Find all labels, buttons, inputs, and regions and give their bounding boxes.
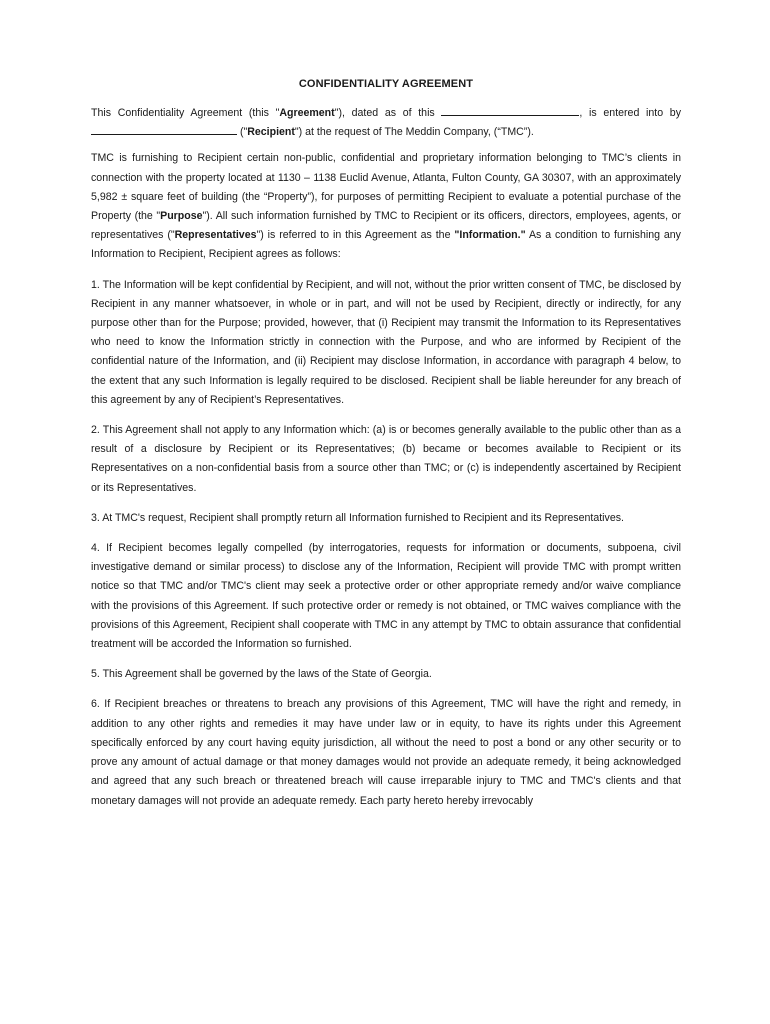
agreement-defined-term: Agreement: [279, 107, 335, 119]
intro-text-4: (": [237, 126, 248, 139]
intro-text-1: This Confidentiality Agreement (this ": [91, 107, 280, 119]
document-page: [91, 78, 681, 822]
date-blank-line[interactable]: [441, 104, 579, 116]
document-title: CONFIDENTIALITY AGREEMENT: [298, 78, 474, 90]
purpose-defined-term: Purpose: [160, 210, 203, 223]
intro-text-3: , is entered into by: [579, 107, 681, 119]
intro-paragraph: [91, 104, 681, 142]
clause-3: 3. At TMC's request, Recipient shall promptly return all Information furnished to Recipient and its Representatives.: [91, 511, 624, 524]
clause-2: 2. This Agreement shall not apply to any Information which: (a) is or becomes generally available to the public other than as a result of a disclosure by Recipient or its Representatives; (b) became or becomes available to Recipient or its Representatives on a non-confidential basis from a source other than TMC; or (c) is independently ascertained by Recipient or its Representatives.: [91, 424, 681, 494]
background-text-2: "). All such information furnished by TMC to Recipient or its officers, directors, employees, agents, or representatives (": [91, 210, 681, 242]
clause-4: 4. If Recipient becomes legally compelled (by interrogatories, requests for information or documents, subpoena, civil investigative demand or similar process) to disclose any of the Information, Recipient will provide TMC with prompt written notice so that TMC and/or TMC's client may seek a protective order or other appropriate remedy and/or waive compliance with the provisions of this Agreement. If such protective order or remedy is not obtained, or TMC waives compliance with the provisions of this Agreement, Recipient shall cooperate with TMC in any attempt by TMC to obtain assurance that confidential treatment will be accorded the Information so furnished.: [91, 542, 681, 651]
recipient-defined-term: Recipient: [247, 126, 295, 139]
clause-1: 1. The Information will be kept confidential by Recipient, and will not, without the prior written consent of TMC, be disclosed by Recipient in any manner whatsoever, in whole or in part, and will not be used by Recipient, directly or indirectly, for any purpose other than for the Purpose; provided, however, that (i) Recipient may transmit the Information to its Representatives who need to know the Information strictly in connection with the Purpose, and who are informed by Recipient of the confidential nature of the Information, and (ii) Recipient may disclose Information, in accordance with paragraph 4 below, to the extent that any such Information is legally required to be disclosed. Recipient shall be liable hereunder for any breach of this agreement by any of Recipient’s Representatives.: [91, 278, 681, 406]
background-text-3: ") is referred to in this Agreement as the: [256, 229, 455, 242]
background-paragraph: [91, 149, 681, 264]
representatives-defined-term: Representatives: [174, 229, 257, 242]
clause-5: 5. This Agreement shall be governed by the laws of the State of Georgia.: [91, 668, 432, 681]
intro-text-2: "), dated as of this: [334, 107, 442, 119]
recipient-blank-line[interactable]: [91, 123, 237, 135]
information-defined-term: "Information.": [454, 229, 526, 242]
background-text-1: TMC is furnishing to Recipient certain non-public, confidential and proprietary information belonging to TMC’s clients in connection with the property located at 1130 – 1138 Euclid Avenue, Atlanta, Fulton County, GA 30307, with an approximately 5,982 ± square feet of building (the “Property”), for purposes of permitting Recipient to evaluate a potential purchase of the Property (the ": [91, 152, 681, 223]
clause-6: 6. If Recipient breaches or threatens to breach any provisions of this Agreement, TMC will have the right and remedy, in addition to any other rights and remedies it may have under law or in equity, to have its rights under this Agreement specifically enforced by any court having equity jurisdiction, all without the need to post a bond or any other security or to prove any amount of actual damage or that money damages would not provide an adequate remedy, it being acknowledged and agreed that any such breach or threatened breach will cause irreparable injury to TMC and TMC's clients and that monetary damages will not provide an adequate remedy. Each party hereto hereby irrevocably: [91, 698, 681, 807]
intro-text-5: ") at the request of The Meddin Company, (“TMC”).: [294, 126, 534, 139]
background-text-4: As a condition to furnishing any Information to Recipient, Recipient agrees as follows:: [91, 229, 681, 261]
